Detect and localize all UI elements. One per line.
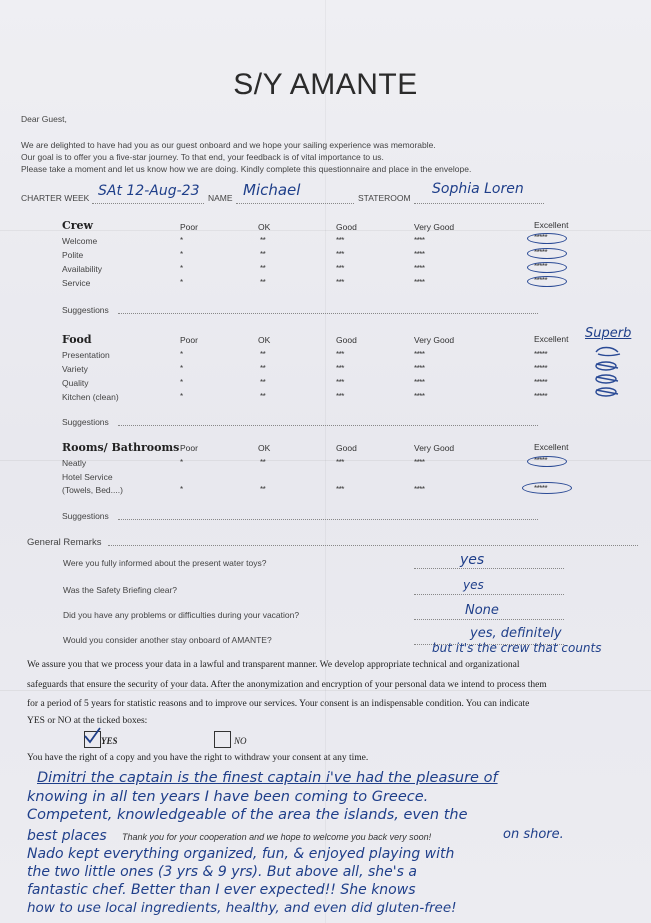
star-poor[interactable]: * — [180, 350, 183, 359]
handwritten-note-line: best places — [27, 828, 107, 844]
star-excellent[interactable]: ***** — [534, 248, 548, 257]
page-title: S/Y AMANTE — [233, 68, 418, 101]
food-header-excellent: Excellent — [534, 334, 569, 344]
handwritten-note-line: knowing in all ten years I have been coming to Greece. — [27, 789, 429, 805]
crew-header-ok: OK — [258, 222, 271, 232]
general-extra-answer: but it's the crew that counts — [432, 641, 602, 655]
food-ditto-marks — [590, 344, 630, 404]
star-good[interactable]: *** — [336, 236, 344, 245]
rooms-item: Neatly — [62, 458, 87, 468]
star-excellent[interactable]: ***** — [534, 378, 548, 387]
star-excellent[interactable]: ***** — [534, 276, 548, 285]
intro-line-1: We are delighted to have had you as our guest onboard and we hope your sailing experience was memorable. — [21, 140, 436, 150]
star-very-good[interactable]: **** — [414, 250, 425, 259]
food-handwritten-superb: Superb — [585, 326, 632, 341]
food-header-poor: Poor — [180, 335, 198, 345]
star-excellent[interactable]: ***** — [534, 392, 548, 401]
privacy-line: safeguards that ensure the security of your data. After the anonymization and encryption of your personal data we intend to process them — [27, 680, 547, 690]
privacy-rights: You have the right of a copy and you have the right to withdraw your consent at any time. — [27, 753, 369, 763]
stateroom-value[interactable]: Sophia Loren — [432, 181, 524, 197]
general-question: Would you consider another stay onboard of AMANTE? — [63, 635, 272, 645]
star-excellent[interactable]: ***** — [534, 350, 548, 359]
star-ok[interactable]: ** — [260, 350, 266, 359]
consent-no-checkbox[interactable] — [214, 731, 231, 748]
food-suggestions-label: Suggestions — [62, 417, 109, 427]
star-ok[interactable]: ** — [260, 364, 266, 373]
star-ok[interactable]: ** — [260, 485, 266, 494]
food-header-very-good: Very Good — [414, 335, 455, 345]
consent-yes-label: YES — [101, 736, 118, 746]
general-answer[interactable]: yes — [460, 552, 485, 568]
intro-line-2: Our goal is to offer you a five-star journey. To that end, your feedback is of vital importance to us. — [21, 152, 384, 162]
star-good[interactable]: *** — [336, 458, 344, 467]
general-question: Did you have any problems or difficulties during your vacation? — [63, 610, 300, 620]
star-ok[interactable]: ** — [260, 250, 266, 259]
checkmark-icon — [82, 726, 102, 746]
star-ok[interactable]: ** — [260, 264, 266, 273]
consent-no-label: NO — [234, 736, 247, 746]
star-poor[interactable]: * — [180, 278, 183, 287]
star-very-good[interactable]: **** — [414, 485, 425, 494]
star-poor[interactable]: * — [180, 264, 183, 273]
general-question: Were you fully informed about the present water toys? — [63, 558, 267, 568]
rooms-header-good: Good — [336, 443, 357, 453]
rooms-header-ok: OK — [258, 443, 271, 453]
charter-week-value[interactable]: SAt 12-Aug-23 — [98, 183, 200, 199]
star-ok[interactable]: ** — [260, 458, 266, 467]
star-excellent[interactable]: ***** — [534, 364, 548, 373]
star-excellent[interactable]: ***** — [534, 233, 548, 242]
rooms-item: (Towels, Bed....) — [62, 485, 123, 495]
star-poor[interactable]: * — [180, 485, 183, 494]
crew-item: Service — [62, 278, 91, 288]
rooms-section-title: Rooms/ Bathrooms — [62, 441, 180, 454]
star-poor[interactable]: * — [180, 392, 183, 401]
privacy-line: We assure you that we process your data in a lawful and transparent manner. We develop appropriate technical and organizational — [27, 660, 520, 670]
handwritten-note-line: Competent, knowledgeable of the area the islands, even the — [27, 807, 468, 823]
food-item: Kitchen (clean) — [62, 392, 119, 402]
rooms-item: Hotel Service — [62, 472, 113, 482]
charter-week-label: CHARTER WEEK — [21, 193, 90, 203]
food-item: Quality — [62, 378, 89, 388]
star-very-good[interactable]: **** — [414, 458, 425, 467]
crew-item: Polite — [62, 250, 84, 260]
rooms-header-excellent: Excellent — [534, 442, 569, 452]
star-excellent[interactable]: ***** — [534, 456, 548, 465]
star-very-good[interactable]: **** — [414, 364, 425, 373]
crew-header-very-good: Very Good — [414, 222, 455, 232]
privacy-line: for a period of 5 years for statistic reasons and to improve our services. Your consent is an indispensable condition. You can indicate — [27, 699, 530, 709]
rooms-suggestions-label: Suggestions — [62, 511, 109, 521]
star-very-good[interactable]: **** — [414, 378, 425, 387]
general-remarks-title: General Remarks — [27, 537, 102, 548]
star-poor[interactable]: * — [180, 378, 183, 387]
handwritten-note-line: how to use local ingredients, healthy, and even did gluten-free! — [27, 900, 457, 916]
star-poor[interactable]: * — [180, 236, 183, 245]
greeting: Dear Guest, — [21, 114, 67, 124]
star-excellent[interactable]: ***** — [534, 484, 548, 493]
privacy-line: YES or NO at the ticked boxes: — [27, 716, 148, 726]
name-label: NAME — [208, 193, 233, 203]
handwritten-note-line: Dimitri the captain is the finest captain i've had the pleasure of — [37, 770, 498, 786]
star-excellent[interactable]: ***** — [534, 262, 548, 271]
star-good[interactable]: *** — [336, 364, 344, 373]
star-good[interactable]: *** — [336, 278, 344, 287]
star-very-good[interactable]: **** — [414, 236, 425, 245]
star-poor[interactable]: * — [180, 250, 183, 259]
general-question: Was the Safety Briefing clear? — [63, 585, 178, 595]
star-good[interactable]: *** — [336, 350, 344, 359]
star-very-good[interactable]: **** — [414, 278, 425, 287]
handwritten-note-line: Nado kept everything organized, fun, & enjoyed playing with — [27, 846, 455, 862]
star-ok[interactable]: ** — [260, 392, 266, 401]
name-value[interactable]: Michael — [243, 181, 301, 199]
rooms-header-very-good: Very Good — [414, 443, 455, 453]
intro-line-3: Please take a moment and let us know how we are doing. Kindly complete this questionnaire and place in the envelope. — [21, 164, 472, 174]
star-good[interactable]: *** — [336, 250, 344, 259]
food-item: Presentation — [62, 350, 110, 360]
crew-suggestions-label: Suggestions — [62, 305, 109, 315]
handwritten-note-line: on shore. — [503, 827, 564, 842]
general-answer[interactable]: yes, definitely — [470, 626, 562, 641]
crew-header-poor: Poor — [180, 222, 198, 232]
handwritten-note-line: fantastic chef. Better than I ever expected!! She knows — [27, 882, 416, 898]
food-section-title: Food — [62, 333, 92, 346]
star-very-good[interactable]: **** — [414, 264, 425, 273]
closing-line: Thank you for your cooperation and we hope to welcome you back very soon! — [122, 832, 432, 842]
stateroom-label: STATEROOM — [358, 193, 411, 203]
star-ok[interactable]: ** — [260, 236, 266, 245]
general-answer[interactable]: yes — [463, 578, 484, 592]
rooms-header-poor: Poor — [180, 443, 198, 453]
general-answer[interactable]: None — [465, 603, 499, 618]
star-good[interactable]: *** — [336, 264, 344, 273]
star-ok[interactable]: ** — [260, 278, 266, 287]
star-poor[interactable]: * — [180, 364, 183, 373]
star-ok[interactable]: ** — [260, 378, 266, 387]
crew-item: Welcome — [62, 236, 98, 246]
star-very-good[interactable]: **** — [414, 350, 425, 359]
crew-header-excellent: Excellent — [534, 220, 569, 230]
crew-item: Availability — [62, 264, 103, 274]
star-good[interactable]: *** — [336, 392, 344, 401]
food-header-ok: OK — [258, 335, 271, 345]
crew-header-good: Good — [336, 222, 357, 232]
food-header-good: Good — [336, 335, 357, 345]
food-item: Variety — [62, 364, 88, 374]
handwritten-note-line: the two little ones (3 yrs & 9 yrs). But above all, she's a — [27, 864, 417, 880]
crew-section-title: Crew — [62, 219, 94, 232]
star-good[interactable]: *** — [336, 378, 344, 387]
star-very-good[interactable]: **** — [414, 392, 425, 401]
star-good[interactable]: *** — [336, 485, 344, 494]
star-poor[interactable]: * — [180, 458, 183, 467]
